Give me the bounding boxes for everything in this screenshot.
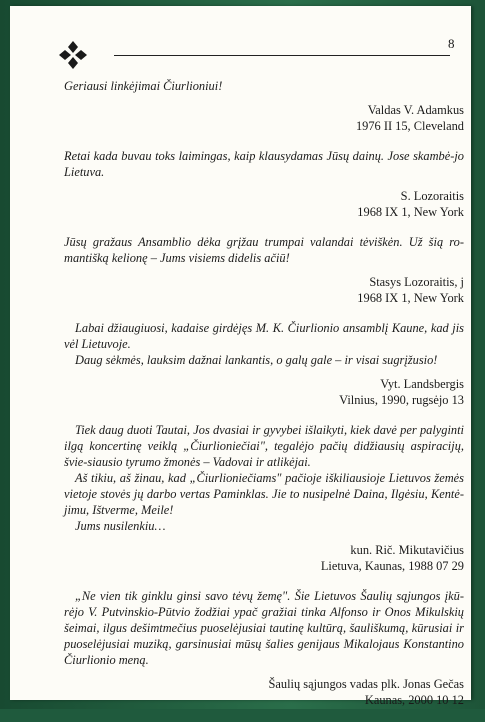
entry-quote: Retai kada buvau toks laimingas, kaip klausydamas Jūsų dainų. Jose skambė-jo Lietuva.	[64, 149, 464, 179]
entry-signature-place-date: 1968 IX 1, New York	[357, 205, 464, 219]
entry-signature-place-date: Kaunas, 2000 10 12	[364, 693, 464, 707]
entry-quote: Tiek daug duoti Tautai, Jos dvasiai ir gyvybei išlaikyti, kiek davė per palyginti ilgą koncertinę veiklą „Čiurlioniečiai", tegalėjo pačių didžiausių aspiracijų, švie-siausio tyrumo žmonės – Vadovai ir atlikėjai.	[64, 423, 464, 469]
entry-adamkus	[64, 78, 464, 134]
entry-quote: Jums nusilenkiu…	[75, 519, 166, 533]
entry-quote: Labai džiaugiuosi, kadaise girdėjęs M. K. Čiurlionio ansamblį Kaune, kad jis vėl Lietuvoje.	[64, 321, 464, 351]
entry-landsbergis	[64, 320, 464, 408]
entry-signature-name: kun. Rič. Mikutavičius	[350, 543, 464, 557]
entry-signature-place-date: 1968 IX 1, New York	[357, 291, 464, 305]
entry-quote: Jūsų gražaus Ansamblio dėka grįžau trumpai valandai tėviškėn. Už šią ro-mantišką kelionę – Jums visiems didelis ačiū!	[64, 235, 464, 265]
entry-lozoraitis	[64, 148, 464, 220]
entry-signature-name: Vyt. Landsbergis	[380, 377, 464, 391]
entry-mikutavicius	[64, 422, 464, 574]
entry-signature-place-date: Lietuva, Kaunas, 1988 07 29	[320, 559, 464, 573]
entry-gecas	[64, 588, 464, 708]
header-rule	[114, 55, 450, 56]
book-page	[10, 6, 471, 707]
entry-signature-place-date: Vilnius, 1990, rugsėjo 13	[339, 393, 464, 407]
entry-quote: Aš tikiu, aš žinau, kad „Čiurlioniečiams" pačioje iškiliausioje Lietuvos žemės vietoje stovės jų darbo vertas Paminklas. Jie to nusipelnė Daina, Ilgėsiu, Kentė-jimu, Ištverme, Meile!	[64, 471, 464, 517]
entry-signature-name: S. Lozoraitis	[400, 189, 464, 203]
page-number: 8	[448, 36, 455, 51]
entry-signature-name: Šaulių sąjungos vadas plk. Jonas Gečas	[268, 677, 464, 691]
entry-quote: „Ne vien tik ginklu ginsi savo tėvų žemę". Šie Lietuvos Šaulių sąjungos įkū-rėjo V. Putvinskio-Pūtvio žodžiai ypač gražiai tinka Alfonso ir Onos Mikulskių šeimai, ilgus dešimtmečius puoselėjusiai tautinę kultūrą, šauliškumą, kūrusiai ir puoselėjusiai muziką, garsinusiai mūsų šalies genijaus Mikalojaus Konstantino Čiurlionio meną.	[64, 589, 464, 667]
page-content	[64, 78, 464, 722]
entry-signature-name: Stasys Lozoraitis, j	[369, 275, 464, 289]
four-diamond-cross-icon	[58, 40, 88, 70]
entry-quote: Daug sėkmės, lauksim dažnai lankantis, o galų gale – ir visai sugrįžusio!	[75, 353, 438, 367]
entry-quote: Geriausi linkėjimai Čiurlioniui!	[64, 79, 223, 93]
entry-signature-name: Valdas V. Adamkus	[367, 103, 464, 117]
entry-signature-place-date: 1976 II 15, Cleveland	[355, 119, 464, 133]
entry-lozoraitis-jr	[64, 234, 464, 306]
